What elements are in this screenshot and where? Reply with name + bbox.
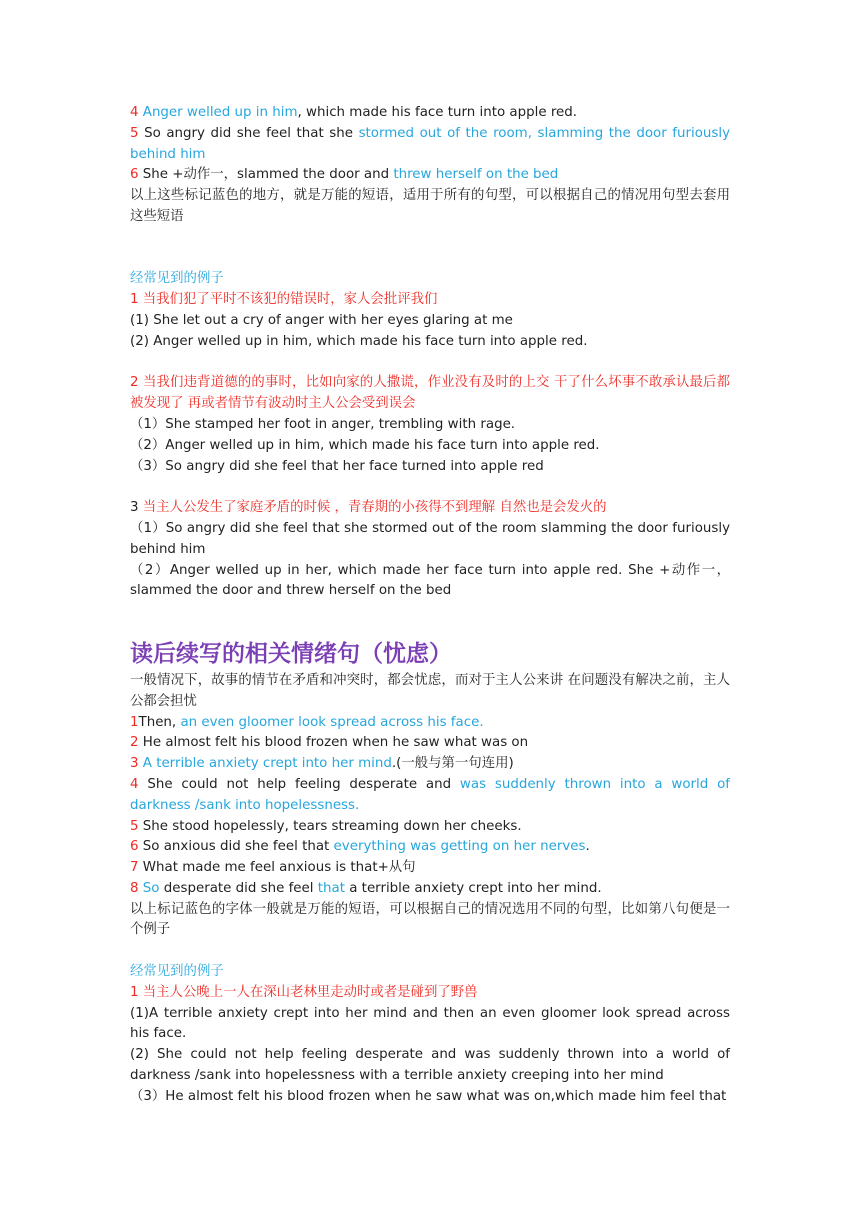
highlighted-word: that bbox=[317, 880, 345, 896]
examples-label: 经常见到的例子 bbox=[130, 271, 224, 287]
highlighted-phrase: an even gloomer look spread across his face bbox=[180, 714, 480, 730]
spacer bbox=[130, 353, 730, 374]
worry-item-3 bbox=[130, 754, 730, 775]
item-text: . bbox=[479, 714, 484, 730]
item-number: 6 bbox=[130, 167, 143, 183]
item-text: She could not help feeling desperate and bbox=[147, 776, 460, 792]
item-number: 5 bbox=[130, 818, 143, 834]
item-number: 7 bbox=[130, 860, 143, 876]
item-text: She stood hopelessly, tears streaming down her cheeks. bbox=[142, 818, 522, 834]
highlighted-word: So bbox=[142, 880, 160, 896]
worry-item-7 bbox=[130, 858, 730, 879]
example-sentence: （3）He almost felt his blood frozen when he saw what was on,which made him feel that bbox=[130, 1088, 727, 1104]
item-text: So anxious did she feel that bbox=[142, 839, 334, 855]
example-case-title: 1 当我们犯了平时不该犯的错误时，家人会批评我们 bbox=[130, 292, 438, 308]
spacer bbox=[130, 249, 730, 270]
item-number: 3 bbox=[130, 756, 143, 772]
item-number: 5 bbox=[130, 125, 145, 141]
highlighted-phrase: Anger welled up in him bbox=[142, 105, 298, 120]
item-number: 2 bbox=[130, 735, 143, 751]
case-title-text: 当主人公发生了家庭矛盾的时候 ，青春期的小孩得不到理解 自然也是会发火的 bbox=[142, 500, 607, 516]
item-text: So angry did she feel that she bbox=[144, 125, 359, 141]
phrase-item-4 bbox=[130, 103, 730, 124]
case-number: 3 bbox=[130, 500, 143, 516]
example-sentence: (1) She let out a cry of anger with her eyes glaring at me bbox=[130, 312, 513, 328]
example-sentence: (2) Anger welled up in him, which made his face turn into apple red. bbox=[130, 333, 588, 349]
example-sentence: (2) She could not help feeling desperate and was suddenly thrown into a world of darkness /sank into hopelessness with a terrible anxiety creeping into her mind bbox=[130, 1047, 730, 1084]
item-text: She +动作一，slammed the door and bbox=[142, 167, 394, 183]
section-intro: 一般情况下，故事的情节在矛盾和冲突时，都会忧虑，而对于主人公来讲 在问题没有解决之前，主人公都会担忧 bbox=[130, 672, 730, 709]
section-heading: 读后续写的相关情绪句（忧虑） bbox=[130, 639, 452, 667]
item-text: , which made his face turn into apple red. bbox=[297, 105, 578, 120]
highlighted-phrase: A terrible anxiety crept into her mind bbox=[142, 756, 392, 772]
worry-item-2 bbox=[130, 733, 730, 754]
phrase-item-6 bbox=[130, 165, 730, 186]
item-text: He almost felt his blood frozen when he saw what was on bbox=[142, 735, 529, 751]
example-case-title: 2 当我们违背道德的的事时，比如向家的人撒谎，作业没有及时的上交 干了什么坏事不敢承认最后都被发现了 再或者情节有波动时主人公会受到误会 bbox=[130, 375, 730, 412]
example-sentence: （2）Anger welled up in him, which made his face turn into apple red. bbox=[130, 437, 600, 453]
example-sentence: （1）She stamped her foot in anger, trembling with rage. bbox=[130, 416, 516, 432]
item-text: a terrible anxiety crept into her mind. bbox=[344, 880, 602, 896]
worry-item-1 bbox=[130, 713, 730, 734]
worry-item-8 bbox=[130, 879, 730, 900]
highlighted-phrase: everything was getting on her nerves bbox=[333, 839, 586, 855]
blue-phrase-note: 以上标记蓝色的字体一般就是万能的短语，可以根据自己的情况选用不同的句型，比如第八句便是一个例子 bbox=[130, 901, 730, 938]
spacer bbox=[130, 602, 730, 623]
item-number: 8 bbox=[130, 880, 143, 896]
item-text: .(一般与第一句连用) bbox=[391, 756, 514, 772]
item-text: What made me feel anxious is that+从句 bbox=[142, 860, 416, 876]
example-case-title bbox=[130, 498, 730, 519]
highlighted-phrase: threw herself on the bed bbox=[393, 167, 559, 183]
item-number: 4 bbox=[130, 105, 143, 120]
example-case-title: 1 当主人公晚上一人在深山老林里走动时或者是碰到了野兽 bbox=[130, 984, 478, 1000]
spacer bbox=[130, 477, 730, 498]
phrase-item-5 bbox=[130, 124, 730, 166]
worry-item-4 bbox=[130, 775, 730, 817]
worry-item-6 bbox=[130, 837, 730, 858]
blue-phrase-note: 以上这些标记蓝色的地方，就是万能的短语，适用于所有的句型，可以根据自己的情况用句型去套用这些短语 bbox=[130, 188, 730, 224]
item-text: Then, bbox=[138, 714, 181, 730]
example-sentence: (1)A terrible anxiety crept into her mind and then an even gloomer look spread across his face. bbox=[130, 1005, 730, 1042]
spacer bbox=[130, 228, 730, 249]
example-sentence: （1）So angry did she feel that she stormed out of the room slamming the door furiously behind him bbox=[130, 520, 730, 557]
item-text: . bbox=[585, 839, 590, 855]
highlighted-phrase: was suddenly thrown into a world of darkness /sank into hopelessness. bbox=[130, 776, 730, 813]
highlighted-phrase: stormed out of the room, slamming the door furiously behind him bbox=[130, 125, 731, 162]
item-text: desperate did she feel bbox=[159, 880, 318, 896]
example-sentence: （2）Anger welled up in her, which made her face turn into apple red. She +动作一，slammed the door and threw herself on the bed bbox=[130, 562, 730, 599]
item-number: 1 bbox=[130, 714, 139, 730]
document-page bbox=[130, 103, 730, 1108]
examples-label: 经常见到的例子 bbox=[130, 964, 224, 980]
item-number: 6 bbox=[130, 839, 143, 855]
spacer bbox=[130, 941, 730, 962]
item-number: 4 bbox=[130, 776, 148, 792]
worry-item-5 bbox=[130, 817, 730, 838]
example-sentence: （3）So angry did she feel that her face turned into apple red bbox=[130, 458, 544, 474]
